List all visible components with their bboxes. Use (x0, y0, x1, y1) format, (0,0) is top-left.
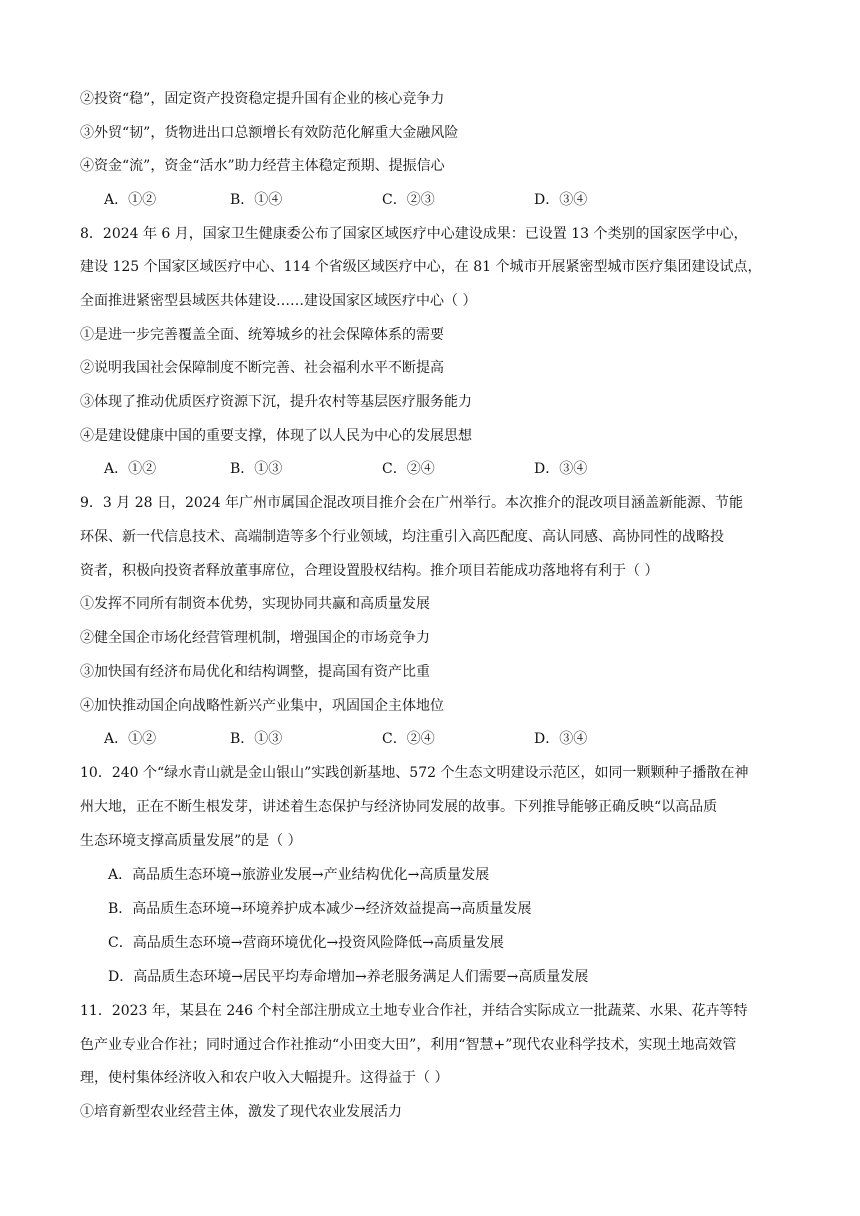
q11-stem-line-1: 11．2023 年，某县在 246 个村全部注册成立土地专业合作社，并结合实际成立一批蔬菜、水果、花卉等特 (80, 1003, 748, 1019)
q10-stem-line-1: 10．240 个“绿水青山就是金山银山”实践创新基地、572 个生态文明建设示范区，如同一颗颗种子播散在神 (80, 765, 749, 781)
q7-item-2: ②投资“稳”，固定资产投资稳定提升国有企业的核心竞争力 (80, 91, 445, 107)
q10-choice-b: B．高品质生态环境→环境养护成本减少→经济效益提高→高质量发展 (108, 901, 532, 917)
q9-stem-line-3: 资者，积极向投资者释放董事席位，合理设置股权结构。推介项目若能成功落地将有利于（ ） (80, 563, 659, 579)
q10-stem-line-3: 生态环境支撑高质量发展”的是（ ） (80, 833, 302, 849)
q9-item-3: ③加快国有经济布局优化和结构调整，提高国有资产比重 (80, 664, 430, 680)
q11-stem-line-3: 理，使村集体经济收入和农户收入大幅提升。这得益于（ ） (80, 1070, 449, 1086)
q8-item-2: ②说明我国社会保障制度不断完善、社会福利水平不断提高 (80, 360, 444, 376)
q7-option-b: B．①④ (230, 192, 283, 208)
q9-option-d: D．③④ (534, 731, 588, 747)
q9-stem-line-2: 环保、新一代信息技术、高端制造等多个行业领域，均注重引入高匹配度、高认同感、高协同性的战略投 (80, 529, 724, 545)
q7-option-c: C．②③ (382, 192, 435, 208)
q10-choice-a: A．高品质生态环境→旅游业发展→产业结构优化→高质量发展 (108, 867, 490, 883)
q8-option-c: C．②④ (382, 461, 435, 477)
q9-option-b: B．①③ (230, 731, 283, 747)
q9-option-a: A．①② (104, 731, 157, 747)
q8-item-3: ③体现了推动优质医疗资源下沉，提升农村等基层医疗服务能力 (80, 394, 472, 410)
q8-stem-line-3: 全面推进紧密型县域医共体建设……建设国家区域医疗中心（ ） (80, 293, 477, 309)
q9-item-2: ②健全国企市场化经营管理机制，增强国企的市场竞争力 (80, 630, 430, 646)
q8-stem-line-2: 建设 125 个国家区域医疗中心、114 个省级区域医疗中心，在 81 个城市开展紧密型城市医疗集团建设试点， (80, 259, 762, 275)
q8-option-d: D．③④ (534, 461, 588, 477)
q8-option-a: A．①② (104, 461, 157, 477)
q10-choice-d: D．高品质生态环境→居民平均寿命增加→养老服务满足人们需要→高质量发展 (108, 969, 589, 985)
q8-item-1: ①是进一步完善覆盖全面、统筹城乡的社会保障体系的需要 (80, 327, 444, 343)
q7-option-a: A．①② (104, 192, 157, 208)
q10-choice-c: C．高品质生态环境→营商环境优化→投资风险降低→高质量发展 (108, 935, 504, 951)
q8-stem-line-1: 8．2024 年 6 月，国家卫生健康委公布了国家区域医疗中心建设成果：已设置 13 个类别的国家医学中心， (80, 226, 748, 242)
q7-item-3: ③外贸“韧”，货物进出口总额增长有效防范化解重大金融风险 (80, 125, 459, 141)
q11-stem-line-2: 色产业专业合作社；同时通过合作社推动“小田变大田”，利用“智慧+”现代农业科学技术，实现土地高效管 (80, 1037, 737, 1053)
q10-stem-line-2: 州大地，正在不断生根发芽，讲述着生态保护与经济协同发展的故事。下列推导能够正确反映“以高品质 (80, 799, 718, 815)
q9-option-c: C．②④ (382, 731, 435, 747)
q8-option-b: B．①③ (230, 461, 283, 477)
q7-option-d: D．③④ (534, 192, 588, 208)
q9-stem-line-1: 9．3 月 28 日，2024 年广州市属国企混改项目推介会在广州举行。本次推介的混改项目涵盖新能源、节能 (80, 495, 744, 511)
q9-item-4: ④加快推动国企向战略性新兴产业集中，巩固国企主体地位 (80, 698, 444, 714)
q7-item-4: ④资金“流”，资金“活水”助力经营主体稳定预期、提振信心 (80, 158, 445, 174)
q11-item-1: ①培育新型农业经营主体，激发了现代农业发展活力 (80, 1104, 402, 1120)
q8-item-4: ④是建设健康中国的重要支撑，体现了以人民为中心的发展思想 (80, 428, 472, 444)
q9-item-1: ①发挥不同所有制资本优势，实现协同共赢和高质量发展 (80, 596, 430, 612)
